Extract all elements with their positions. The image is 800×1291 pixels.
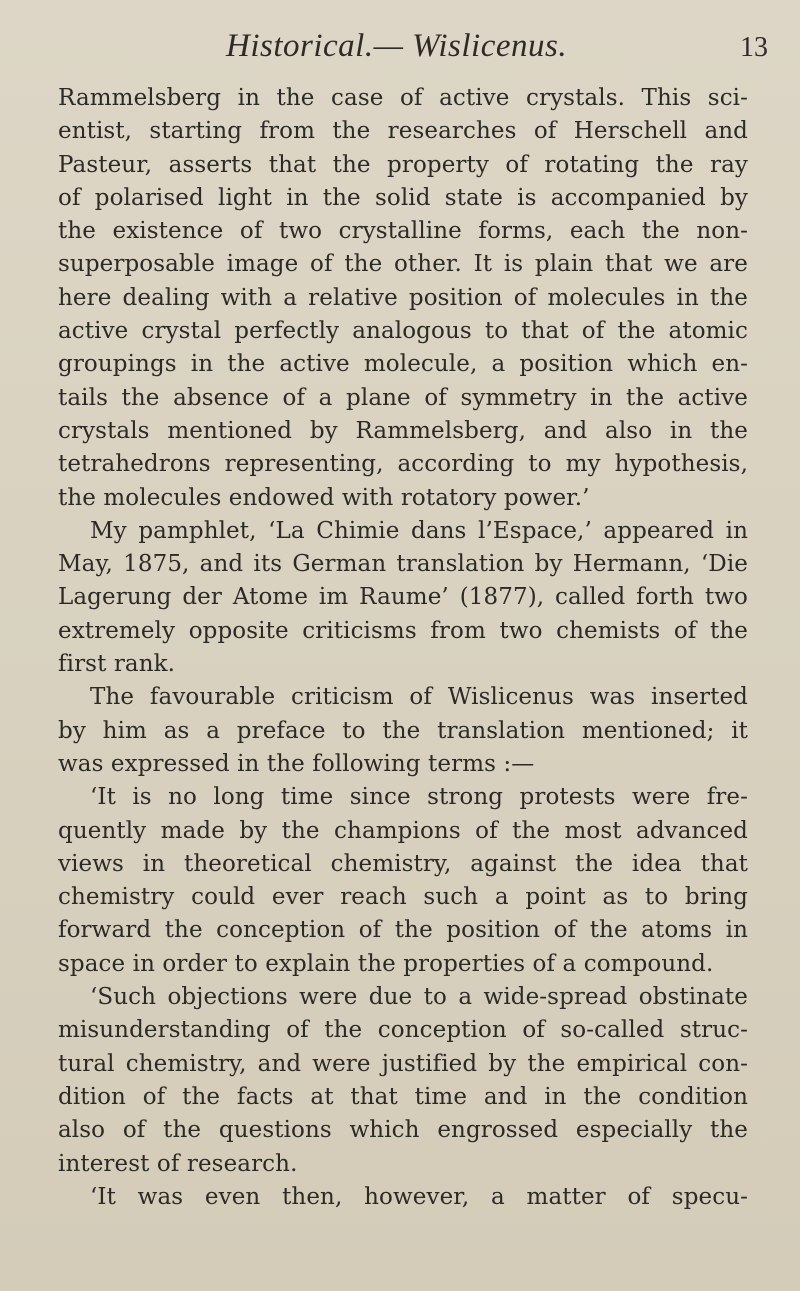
text-line: superposable image of the other. It is plain that we are [58,251,748,278]
text-line: Pasteur, asserts that the property of rotating the ray [58,151,748,178]
page-number: 13 [740,32,768,63]
text-line: chemistry could ever reach such a point as to bring [58,884,748,911]
text-line: active crystal perfectly analogous to that of the atomic [58,318,748,345]
text-line: dition of the facts at that time and in the condition [58,1083,748,1110]
text-line: misunderstanding of the conception of so-called struc- [58,1017,748,1044]
text-line: was expressed in the following terms :— [58,750,535,777]
text-line: ‘Such objections were due to a wide-spread obstinate [90,984,748,1011]
text-line: ‘It was even then, however, a matter of specu- [90,1183,748,1210]
text-line: tails the absence of a plane of symmetry in the active [58,384,748,411]
text-line: ‘It is no long time since strong protests were fre- [90,784,748,811]
text-line: forward the conception of the position of the atoms in [58,917,748,944]
page-header [0,18,800,68]
text-line: space in order to explain the properties of a compound. [58,950,714,977]
text-line: groupings in the active molecule, a position which en- [58,351,748,378]
text-line: entist, starting from the researches of Herschell and [58,118,748,145]
text-line: of polarised light in the solid state is accompanied by [58,184,748,211]
text-line: tetrahedrons representing, according to my hypothesis, [58,451,748,478]
text-line: Lagerung der Atome im Raume’ (1877), called forth two [58,584,748,611]
text-line: extremely opposite criticisms from two chemists of the [58,617,748,644]
text-line: crystals mentioned by Rammelsberg, and also in the [58,417,748,444]
text-line: interest of research. [58,1150,298,1177]
text-line: also of the questions which engrossed especially the [58,1117,748,1144]
text-line: views in theoretical chemistry, against the idea that [58,850,748,877]
text-line: May, 1875, and its German translation by Hermann, ‘Die [58,551,748,578]
text-line: the existence of two crystalline forms, each the non- [58,218,748,245]
text-line: Rammelsberg in the case of active crystals. This sci- [58,85,748,111]
text-line: tural chemistry, and were justified by the empirical con- [58,1050,748,1077]
text-line: here dealing with a relative position of molecules in the [58,284,748,311]
text-line: first rank. [58,651,176,678]
running-title: Historical.— Wislicenus. [226,28,568,64]
text-line: My pamphlet, ‘La Chimie dans l’Espace,’ appeared in [90,517,748,544]
text-line: The favourable criticism of Wislicenus was inserted [90,684,748,711]
text-line: the molecules endowed with rotatory power.’ [58,484,590,511]
body-text [58,82,748,1214]
text-line: quently made by the champions of the most advanced [58,817,748,844]
text-line: by him as a preface to the translation mentioned; it [58,717,748,744]
